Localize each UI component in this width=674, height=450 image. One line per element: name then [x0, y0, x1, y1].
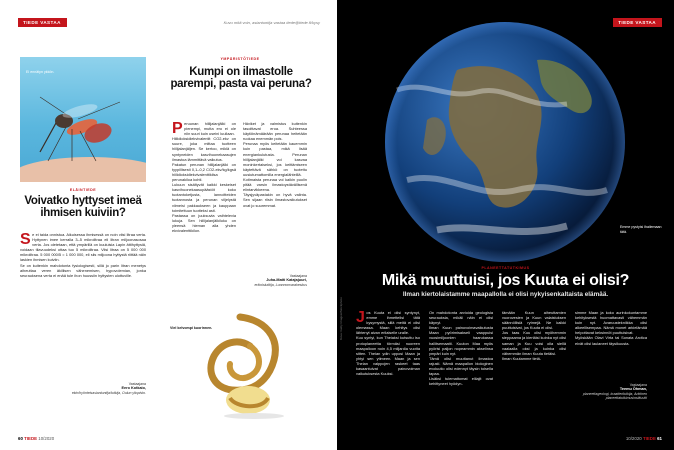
mosquito-signature-role: Vastaajana	[128, 382, 146, 386]
moon-kicker: PLANEETTATUTKIMUS	[481, 266, 530, 270]
potato-body-col1	[172, 121, 236, 309]
folio-left	[18, 436, 54, 441]
potato-signature-name: Juha-Matti Katajajuuri,	[266, 278, 307, 283]
potato-peel-image	[170, 312, 310, 422]
mosquito-illustration	[20, 57, 146, 182]
photo-credit: Kuva: Getty Images/iStockphoto	[339, 297, 343, 340]
section-tag-right: TIEDE VASTAA	[613, 18, 662, 27]
mosquito-dropcap: S	[20, 232, 31, 248]
moon-lead: Ilman kiertolaistamme maapallolla ei olisi nykyisenkaltaista elämää.	[402, 291, 609, 298]
earth-caption: Emme pystyisi ihailemaan tätä.	[620, 225, 662, 234]
folio-left-page: 60	[18, 436, 23, 441]
folio-right-issue: 10/2020	[625, 436, 642, 441]
moon-body-col2: On mahdotonta arvioida geologisia seurauksia, mikäli näin ei olisi käynyt. Ilman Kuun painovoimavaikutusta Maan pyörimisakseli vaappuisi vuosimiljoonien haarukassa hallitsemaatti. Kuuton Maa myös pyörisi paljon nopeammin akselinsa ympäri kuin nyt. Tämä olisi muuttanut ilmastoa rajusti. Nämä maapallon biologinen evoluutio olisi edennyt täysin toisella tapaa. Lisäksi tulemattomat elilajit ovat kehittyneet hyödyn-	[429, 310, 493, 387]
moon-signature-role: Vastaajana	[629, 383, 647, 387]
mosquito-body	[20, 232, 146, 368]
folio-left-brand: TIEDE	[24, 436, 38, 441]
mosquito-headline: Voivatko hyttyset imeä ihmisen kuiviin?	[24, 195, 142, 219]
folio-left-issue: 10/2020	[38, 436, 55, 441]
mosquito-signature-title: ekin/hyönteisasiantuntija/tutkija, Oulun yliopisto.	[71, 390, 146, 395]
potato-signature-title: erikoistutkija, Luonnonvarakeskus	[254, 282, 307, 287]
moon-body-col4: simme Maan ja koko aurinkokuntamme kehityksestä huomattavasti vähemmän kuin nyt. Avaruustekniikka olisi alkeellisempaa. Nämä monet arkielämää helpottavat keksinnöt puuttuisivat. Myöskään Olavi Virta tai Sonata Arctica eivät olisi laulaneet täysikuusta.	[575, 310, 647, 346]
moon-dropcap: J	[356, 310, 365, 326]
moon-body-col1	[356, 310, 420, 428]
mosquito-image	[20, 57, 146, 182]
mosquito-signature-name: Eero Kotkaio,	[121, 386, 146, 391]
moon-signature-title: planeettageologi, kraatteritutkija, Arktinen planeettatutkimusinstituutti	[582, 391, 647, 401]
folio-right-page: 61	[657, 436, 662, 441]
moon-col1-text: os Kuuta ei olisi syntynyt, emme ihmettelisi tätä kysymystä, sillä meitä ei olisi olemassa. Maan kehitys olisi lähtenyt aivan erilaiselle uralle. Kuu syntyi, kun Theiaksi kutsuttu iso protoplaneetta törmäsi nuoreen maapalloon noin 4,5 miljardia vuotta sitten. Theian ydin upposi Maan ja yhtyi sen ytimeen. Maan ja sen Theian vaippojen raskeet taas kasaantuivat painovoiman vaikutuksesta Kuuksi.	[356, 310, 420, 377]
folio-right-brand: TIEDE	[642, 436, 656, 441]
header-caption: Kuvu mitä voin, asiantuntija vastaa tiede@tiede.fi/kysy	[223, 20, 320, 25]
potato-dropcap: P	[172, 121, 183, 137]
potato-image-caption: Viel kelvompi kuorinnen.	[170, 326, 213, 330]
potato-kicker: YMPÄRISTÖTIEDE	[220, 57, 260, 61]
mosquito-caption: Ei ennätyn ykkön.	[26, 70, 55, 74]
section-tag-left: TIEDE VASTAA	[18, 18, 67, 27]
potato-signature-role: Vastaajana	[289, 274, 307, 278]
mosquito-signature	[20, 382, 146, 395]
mosquito-body-text: e ei taida onnistua. Aikuisessa ihmisessä on noin viisi litraa verta. Hyttynen imee kerralla 3–5 mikrolitraa eli litran miljoonasosaa verta. Jos oletetaan, että ympärillä on kuuluisia Lapin ättihyttysiä, voidaan tilavuudeksi ottaa tuo 5 mikrolitraa. Viisi litraa on 5 000 000 mikrolitraa. 5 000 000/5 = 1 000 000, eli siis miljoona hyttystä riittää näin laskien ihmisen kuiviin. Se on kuitenkin mahdotonta fysiologisesti, sillä jo parin litran menetys aiheuttaa veren äkillisen vähenemisen, hypovolemian, jonka seurauksena verta ei enää tule ihon huussiin hyttysten ulottuville.	[20, 232, 146, 278]
moon-signature-name: Teemu Öhman,	[619, 387, 647, 392]
right-page	[337, 0, 674, 450]
moon-body-col3: tämään Kuun aiheuttamien vuorovesien ja Kuun valaistuksen säännöllisiä rytmejä. Ne kaikki puuttuisivat, jos Kuuta ei olisi. Jos taas Kuu olisi myöhemmin sieppaama ja kiertäisi kuinka nyt olisi saman ja Kuu voisi olla siellä vaalaalla oksi ja kuinka olisi vähemmän ilman Kuuta tietäisi. Ilman Kuutamme tietä-	[502, 310, 566, 361]
potato-signature	[243, 274, 307, 287]
potato-col1-text: eruunan hiilijalanjälki on pienempi, mutta ero ei ole niin suuri kuin useini luullaan. Hiilidioksidiekvivalentit CO2-ekv on suure, joka mittaa tuotteen hiilijalanjäljen. Se kertoo, miklä on syntyneiden kasvihuonekaasujen ilmastoa lämmittävä vaikutus. Pakatun perunan hiilijalanjälki on tyypillisesti 0,1–0,2 CO2-ekv/kg/kgsä hiilidioksidiekvivalenttikilsa perunakiloa kohti. Lukuun sisältyvät kaikki keskeiset kasvihuonekaasupäästöt koko tuotantoketjusta, lannoitteiden tuotannosta ja perunan viljelystä viimeisi pakkaukseen ja kauppaan toimitettuun tuotteksi asti. Pastassa on juuksuvia vaihtelevia lukuja. Sen hiilijalanjälkiluku on yleensä hieman alla yhden ekvivalenttikilon.	[172, 121, 236, 233]
moon-signature	[575, 383, 647, 401]
moon-headline: Mikä muuttuisi, jos Kuuta ei olisi?	[381, 272, 630, 289]
potato-body-col2: Häviket ja valmistus kuitenkin tasoittavat eroa. Suhteessa käytöinämäärään perunaa heitetään ruokaa enemmän pois. Perunaa myös keitetään kauemmin kuin pastaa, mikä lisää energiankulutusta. Perunan hiilijalanjälki voi kasvaa moninkertaiseksi, jos keittämiseen käytettävä sähkö on tuotettu uusiutumattomilla energialähteillä. Kotimaista perunaa voi kaikin puolin pitää varsin ilmastoystävällisenä elintarvikkeena. Täysjyväpastakin on hyvä valinta. Sen sijaan riisin ilmastovaikutukset ovat jo suuremmat.	[243, 121, 307, 208]
earth-image	[337, 0, 674, 280]
mosquito-kicker: ELÄINTIEDE	[69, 188, 97, 192]
potato-headline: Kumpi on ilmastolle parempi, pasta vai peruna?	[170, 66, 312, 90]
folio-right	[626, 436, 662, 441]
